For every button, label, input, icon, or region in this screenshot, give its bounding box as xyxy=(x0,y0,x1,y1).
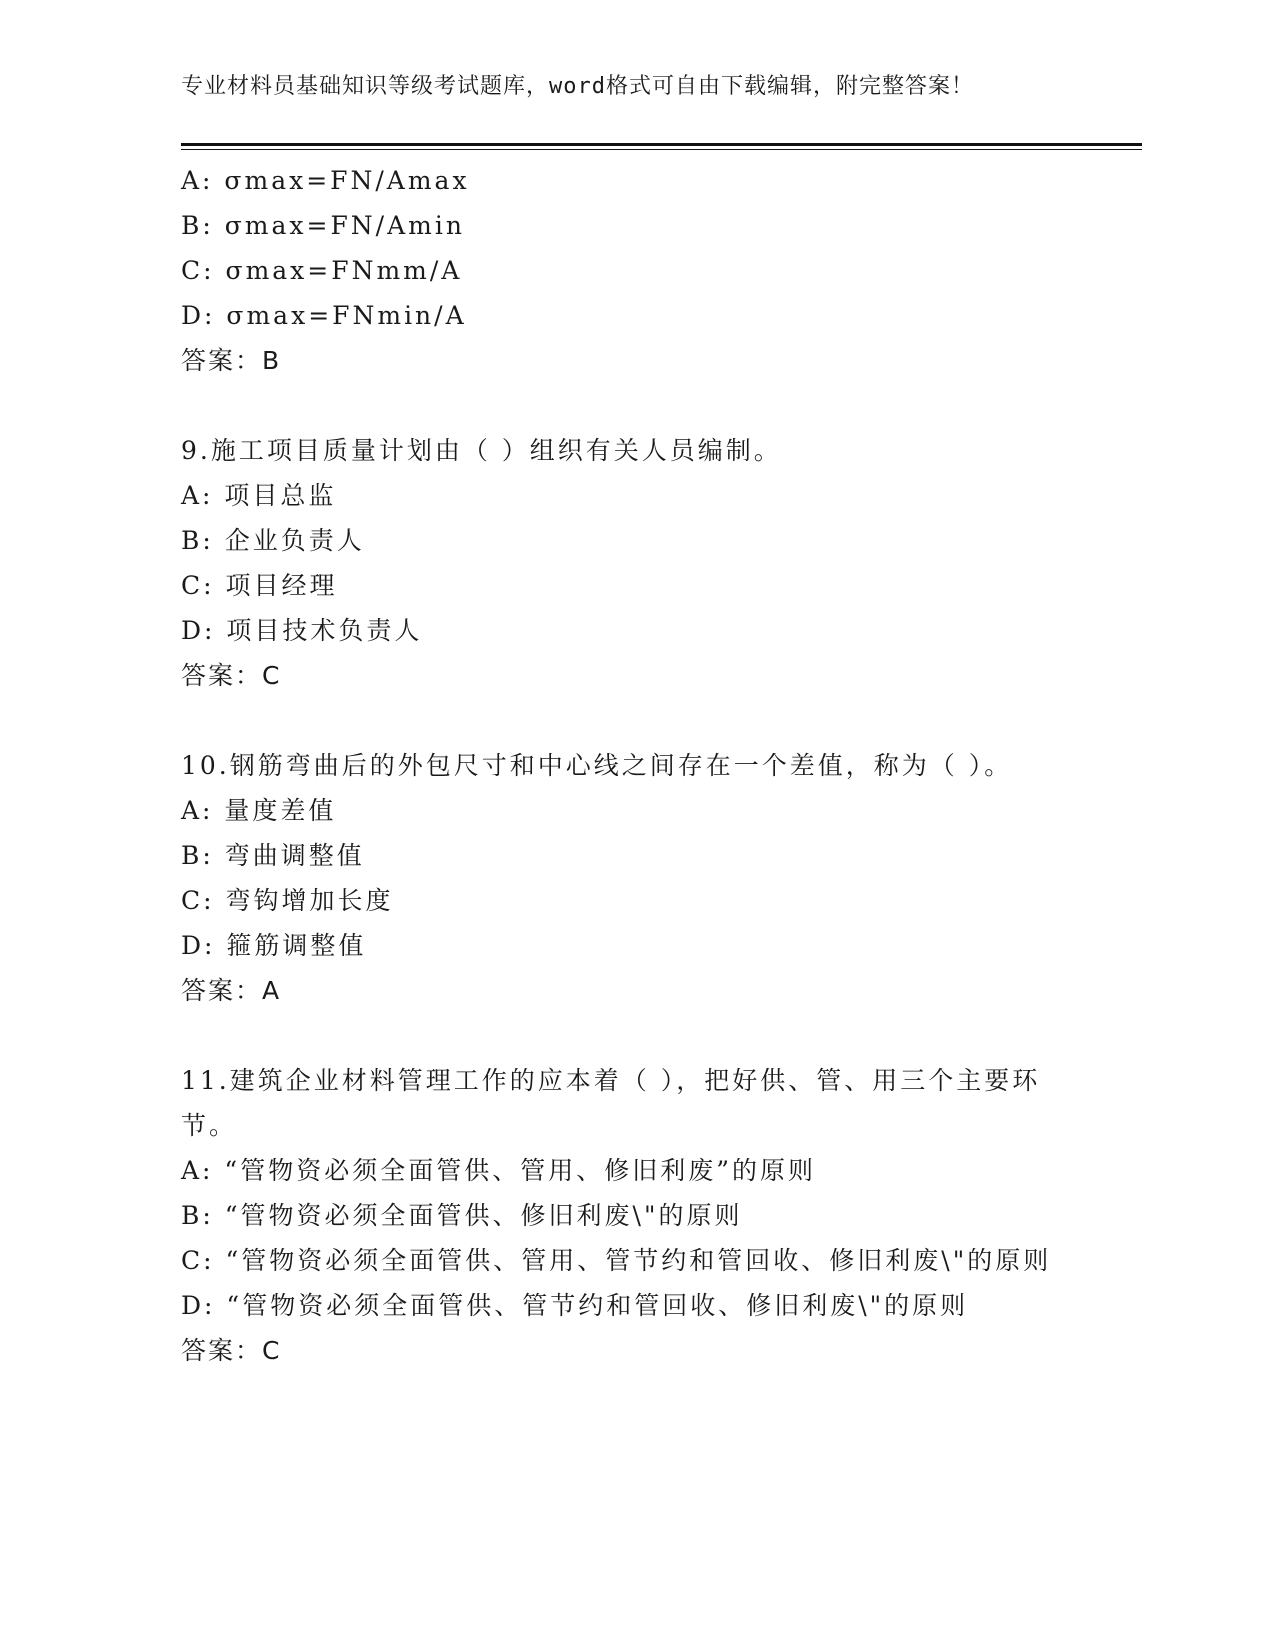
header-rule-thin xyxy=(181,149,1142,150)
option-a: A: 项目总监 xyxy=(181,481,337,510)
option-b: B: σmax=FN/Amin xyxy=(181,211,465,240)
option-c: C: 项目经理 xyxy=(181,571,338,600)
option-c: C: σmax=FNmm/A xyxy=(181,256,463,285)
answer: 答案：C xyxy=(181,661,282,690)
question-text: 10.钢筋弯曲后的外包尺寸和中心线之间存在一个差值，称为（ ）。 xyxy=(181,751,1013,780)
option-d: D: “管物资必须全面管供、管节约和管回收、修旧利废\"的原则 xyxy=(181,1291,969,1320)
option-c: C: 弯钩增加长度 xyxy=(181,886,394,915)
option-b: B: 企业负责人 xyxy=(181,526,365,555)
option-c: C: “管物资必须全面管供、管用、管节约和管回收、修旧利废\"的原则 xyxy=(181,1246,1052,1275)
question-list xyxy=(181,158,1061,1418)
option-a: A: σmax=FN/Amax xyxy=(181,166,470,195)
answer: 答案：A xyxy=(181,976,282,1005)
option-d: D: 项目技术负责人 xyxy=(181,616,423,645)
question-text: 11.建筑企业材料管理工作的应本着（ ），把好供、管、用三个主要环节。 xyxy=(181,1066,1041,1140)
question-9 xyxy=(181,428,1061,698)
header-rule-thick xyxy=(181,143,1142,146)
answer: 答案：C xyxy=(181,1336,282,1365)
page-header: 专业材料员基础知识等级考试题库，word格式可自由下载编辑，附完整答案！ xyxy=(181,74,974,99)
option-a: A: 量度差值 xyxy=(181,796,337,825)
question-8 xyxy=(181,158,1061,383)
question-text: 9.施工项目质量计划由（ ）组织有关人员编制。 xyxy=(181,436,782,465)
option-a: A: “管物资必须全面管供、管用、修旧利废”的原则 xyxy=(181,1156,816,1185)
answer: 答案：B xyxy=(181,346,282,375)
question-10 xyxy=(181,743,1061,1013)
option-b: B: 弯曲调整值 xyxy=(181,841,365,870)
question-11 xyxy=(181,1058,1061,1373)
option-d: D: 箍筋调整值 xyxy=(181,931,367,960)
option-b: B: “管物资必须全面管供、修旧利废\"的原则 xyxy=(181,1201,743,1230)
option-d: D: σmax=FNmin/A xyxy=(181,301,467,330)
